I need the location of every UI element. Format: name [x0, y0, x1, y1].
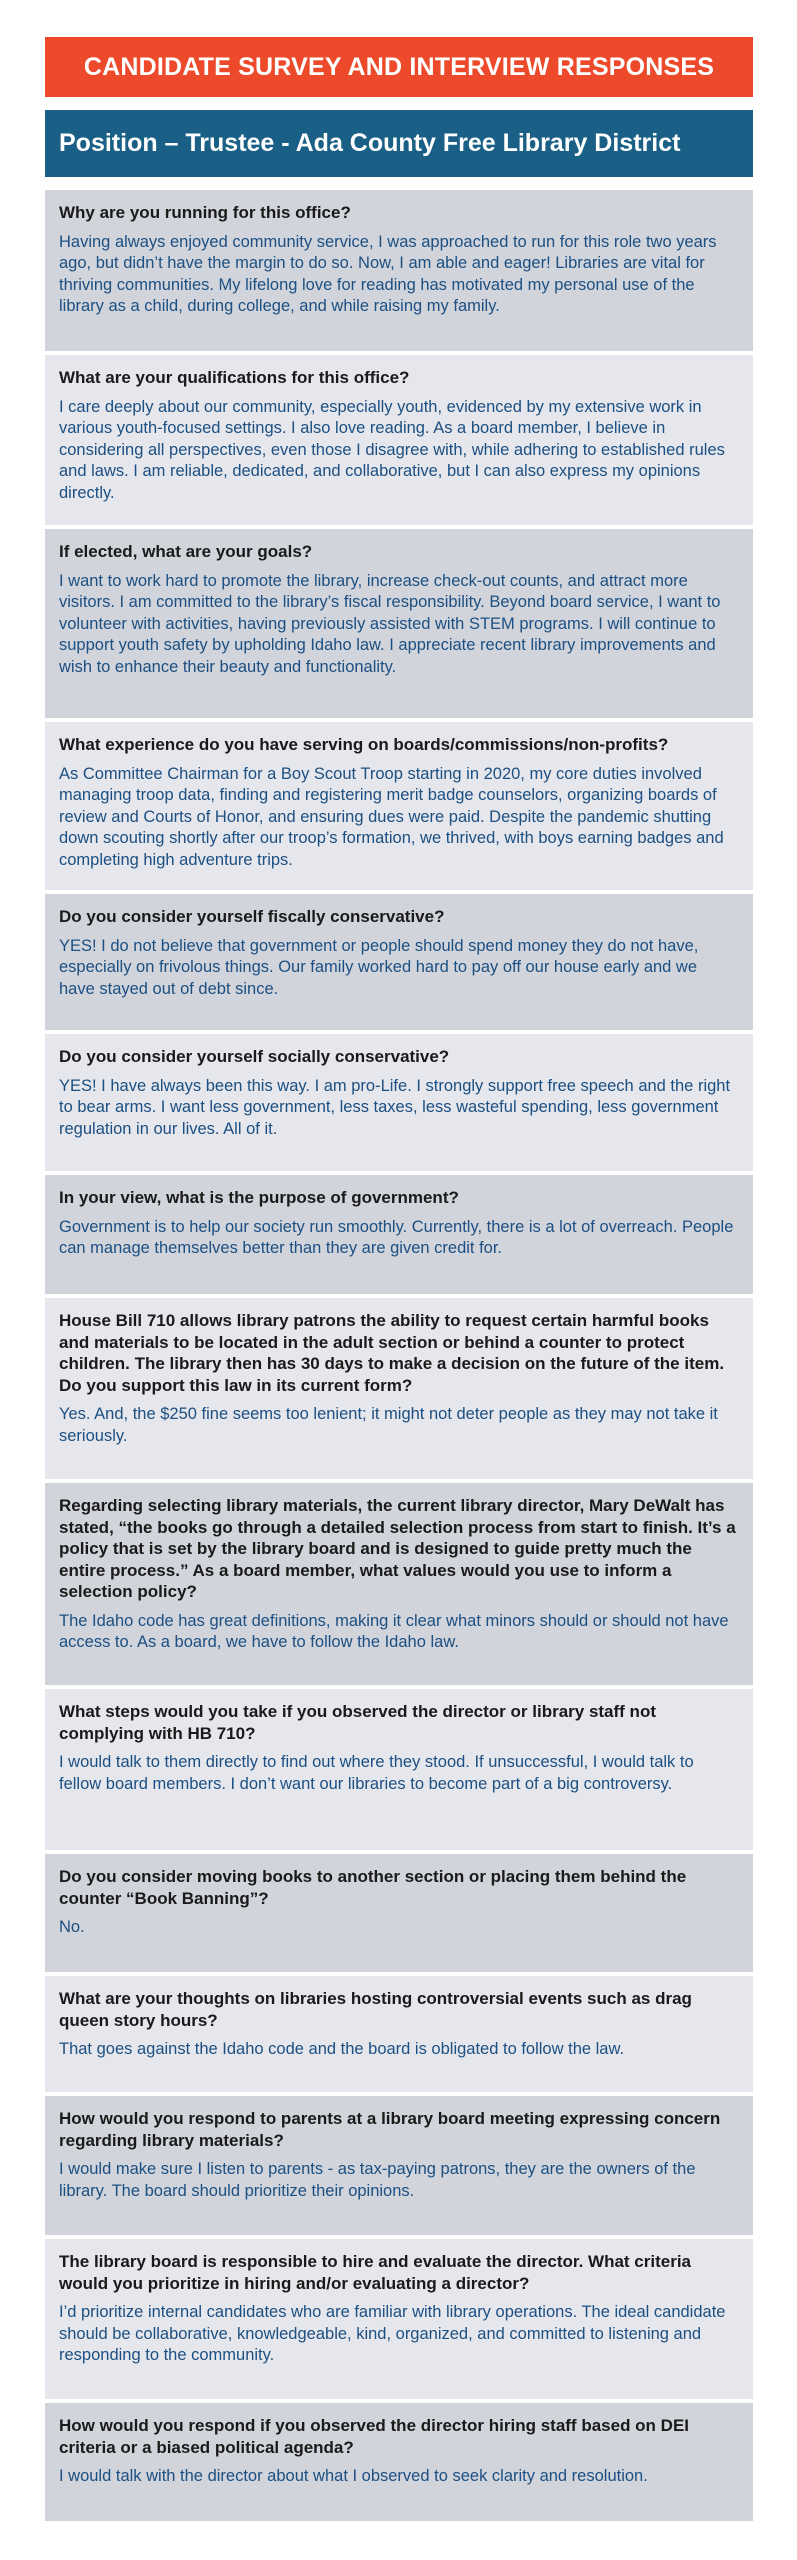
- answer-text: The Idaho code has great definitions, making it clear what minors should or should not have access to. As a board, we have to follow the Idaho law.: [59, 1611, 729, 1651]
- question-text: How would you respond if you observed the director hiring staff based on DEI criteria or a biased political agenda?: [59, 2416, 690, 2457]
- qa-item-6: [45, 1175, 753, 1294]
- answer-text: I want to work hard to promote the library, increase check-out counts, and attract more visitors. I am committed to the library’s fiscal responsibility. Beyond board service, I want to volunteer with activities, having previously assisted with STEM programs. I will continue to support youth safety by upholding Idaho law. I appreciate recent library improvements and wish to enhance their beauty and functionality.: [59, 571, 721, 676]
- answer-text: I’d prioritize internal candidates who are familiar with library operations. The ideal candidate should be collaborative, knowledgeable, kind, organized, and committed to listening and responding to the community.: [59, 2303, 726, 2364]
- question-text: Do you consider moving books to another section or placing them behind the counter “Book Banning”?: [59, 1867, 687, 1908]
- qa-item-1: [45, 355, 753, 525]
- answer-text: I would talk with the director about what I observed to seek clarity and resolution.: [59, 2467, 648, 2485]
- qa-item-8: [45, 1483, 753, 1685]
- qa-item-9: [45, 1689, 753, 1850]
- answer-text: I care deeply about our community, especially youth, evidenced by my extensive work in various youth-focused settings. I also love reading. As a board member, I believe in considering all perspectives, even those I disagree with, while adhering to established rules and laws. I am reliable, dedicated, and collaborative, but I can also express my opinions directly.: [59, 397, 725, 502]
- question-text: If elected, what are your goals?: [59, 542, 313, 561]
- question-text: House Bill 710 allows library patrons the ability to request certain harmful books and materials to be located in the adult section or behind a counter to protect children. The library then has 30 days to make a decision on the future of the item. Do you support this law in its current form?: [59, 1311, 725, 1395]
- answer-text: As Committee Chairman for a Boy Scout Troop starting in 2020, my core duties involved managing troop data, finding and registering merit badge counselors, organizing boards of review and Courts of Honor, and ensuring dues were paid. Despite the pandemic shutting down scouting shortly after our troop’s formation, we thrived, with boys earning badges and completing high adventure trips.: [59, 764, 724, 869]
- qa-item-10: [45, 1854, 753, 1972]
- question-text: What steps would you take if you observed the director or library staff not complying with HB 710?: [59, 1702, 656, 1743]
- answer-text: Yes. And, the $250 fine seems too lenient; it might not deter people as they may not take it seriously.: [59, 1405, 718, 1445]
- qa-item-2: [45, 529, 753, 718]
- answer-text: That goes against the Idaho code and the board is obligated to follow the law.: [59, 2040, 625, 2058]
- position-heading: Position – Trustee - Ada County Free Library District: [45, 110, 753, 177]
- answer-text: I would make sure I listen to parents - as tax-paying patrons, they are the owners of the library. The board should prioritize their opinions.: [59, 2160, 696, 2200]
- qa-item-4: [45, 894, 753, 1030]
- question-text: Do you consider yourself socially conservative?: [59, 1047, 450, 1066]
- question-text: Why are you running for this office?: [59, 203, 351, 222]
- qa-item-11: [45, 1976, 753, 2092]
- question-text: Do you consider yourself fiscally conservative?: [59, 907, 445, 926]
- qa-item-0: [45, 190, 753, 351]
- question-text: Regarding selecting library materials, the current library director, Mary DeWalt has stated, “the books go through a detailed selection process from start to finish. It’s a policy that is set by the library board and is designed to guide pretty much the entire process.” As a board member, what values would you use to inform a selection policy?: [59, 1496, 736, 1601]
- question-text: How would you respond to parents at a library board meeting expressing concern regarding library materials?: [59, 2109, 721, 2150]
- qa-item-14: [45, 2403, 753, 2521]
- answer-text: Having always enjoyed community service, I was approached to run for this role two years ago, but didn’t have the margin to do so. Now, I am able and eager! Libraries are vital for thriving communities. My lifelong love for reading has motivated my personal use of the library as a child, during college, and while raising my family.: [59, 232, 717, 315]
- answer-text: No.: [59, 1918, 85, 1936]
- question-text: What are your qualifications for this office?: [59, 368, 410, 387]
- qa-item-7: [45, 1298, 753, 1479]
- question-text: What are your thoughts on libraries hosting controversial events such as drag queen story hours?: [59, 1989, 692, 2030]
- question-text: What experience do you have serving on boards/commissions/non-profits?: [59, 735, 669, 754]
- qa-item-3: [45, 722, 753, 890]
- answer-text: I would talk to them directly to find out where they stood. If unsuccessful, I would talk to fellow board members. I don’t want our libraries to become part of a big controversy.: [59, 1753, 694, 1793]
- question-text: In your view, what is the purpose of government?: [59, 1188, 459, 1207]
- page-title-banner: CANDIDATE SURVEY AND INTERVIEW RESPONSES: [45, 37, 753, 97]
- qa-item-13: [45, 2239, 753, 2399]
- answer-text: YES! I have always been this way. I am pro-Life. I strongly support free speech and the right to bear arms. I want less government, less taxes, less wasteful spending, less government regulation in our lives. All of it.: [59, 1076, 731, 1138]
- question-text: The library board is responsible to hire and evaluate the director. What criteria would you prioritize in hiring and/or evaluating a director?: [59, 2252, 692, 2293]
- answer-text: YES! I do not believe that government or people should spend money they do not have, especially on frivolous things. Our family worked hard to pay off our house early and we have stayed out of debt since.: [59, 936, 699, 998]
- qa-item-12: [45, 2096, 753, 2235]
- answer-text: Government is to help our society run smoothly. Currently, there is a lot of overreach. People can manage themselves better than they are given credit for.: [59, 1217, 734, 1257]
- qa-item-5: [45, 1034, 753, 1171]
